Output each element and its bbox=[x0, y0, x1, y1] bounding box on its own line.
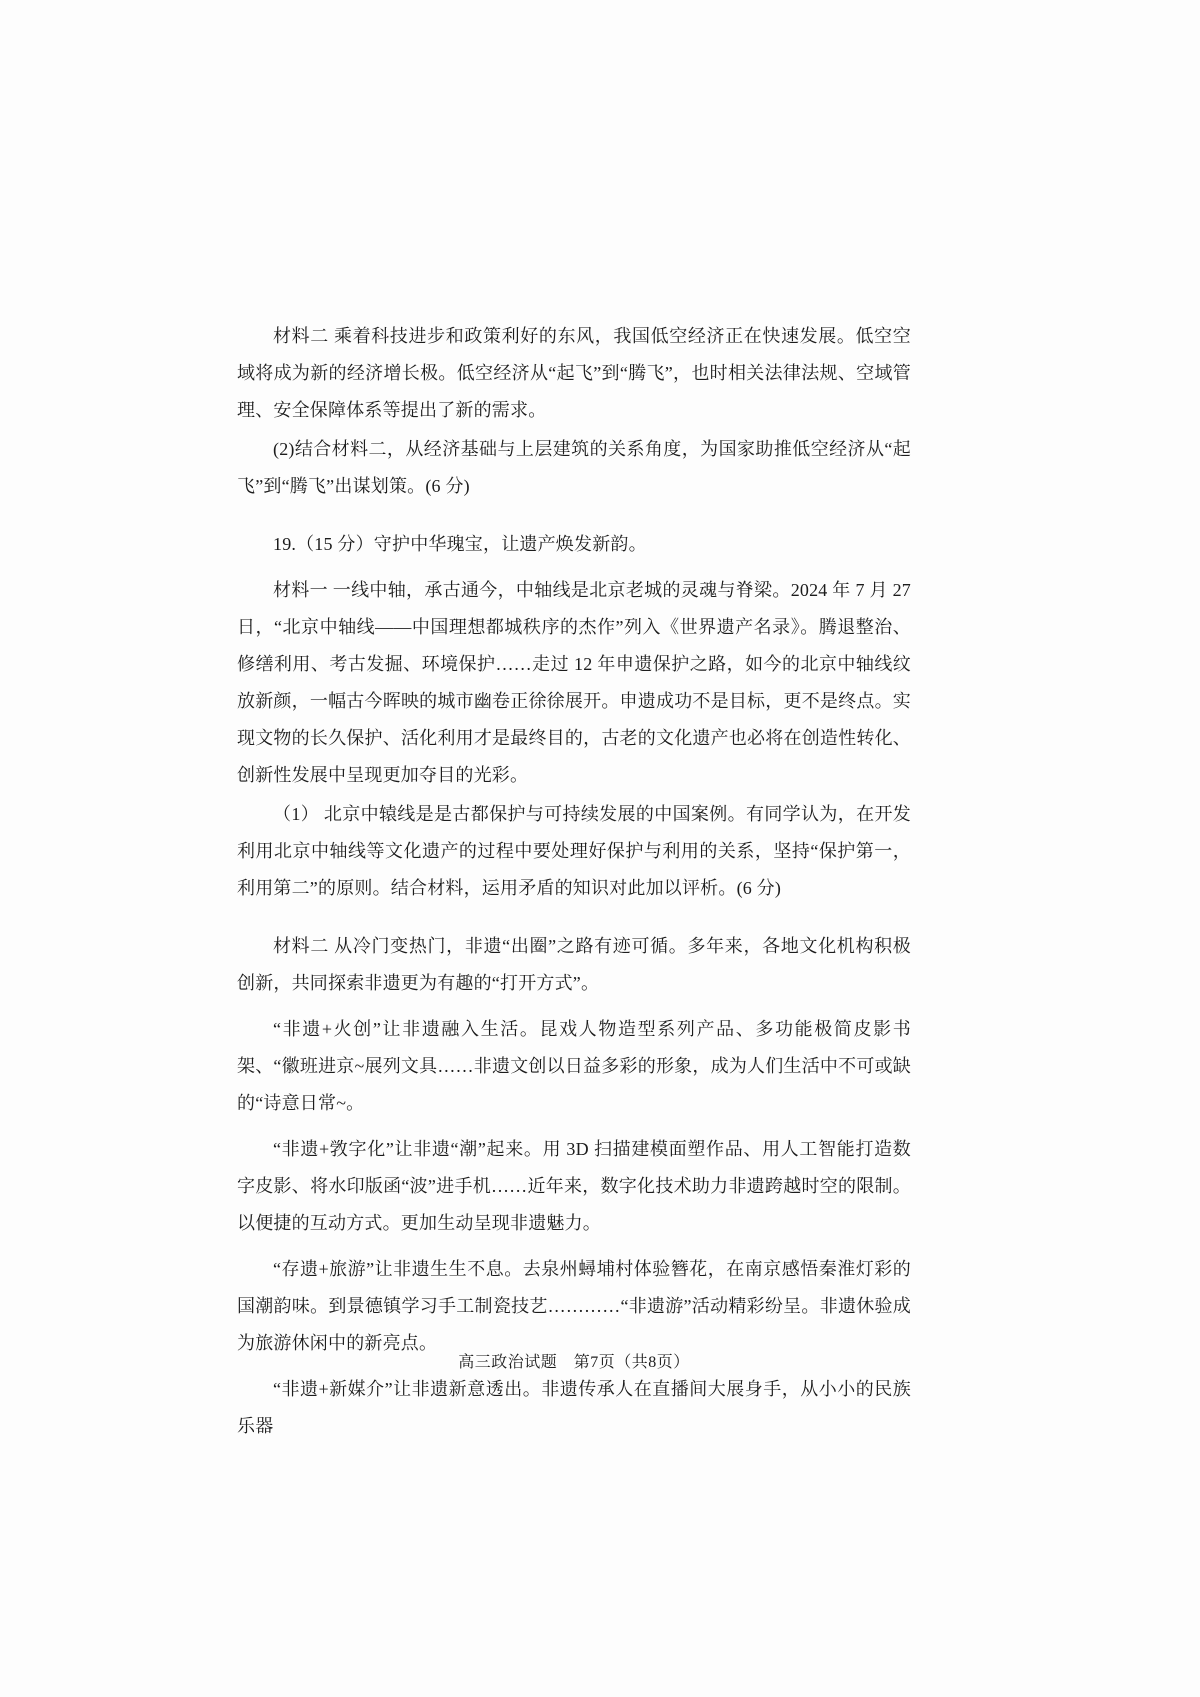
question-19-header: 19.（15 分）守护中华瑰宝，让遗产焕发新韵。 bbox=[273, 534, 647, 554]
heritage-plus-tourism-paragraph: “存遗+旅游”让非遗生生不息。去泉州蟳埔村体验簪花，在南京感悟秦淮灯彩的国潮韵味。到景德镇学习手工制瓷技艺…………“非遗游”活动精彩纷呈。非遗休验成为旅游休闲中的新亮点。 bbox=[237, 1259, 911, 1353]
question-19-material-2-paragraph: 材料二 从冷门变热门，非遗“出圈”之路有迹可循。多年来，各地文化机构积极创新，共同探索非遗更为有趣的“打开方式”。 bbox=[237, 936, 911, 993]
question-19-part-1: （1） 北京中辕线是是古都保护与可持续发展的中国案例。有同学认为，在开发利用北京中轴线等文化遗产的过程中要处理好保护与利用的关系，坚持“保护第一，利用第二”的原则。结合材料，运用矛盾的知识对此加以评析。(6 分) bbox=[237, 804, 911, 898]
heritage-plus-new-media-paragraph: “非遗+新媒介”让非遗新意透出。非遗传承人在直播间大展身手，从小小的民族乐器 bbox=[237, 1379, 911, 1436]
question-19-material-1-paragraph: 材料一 一线中轴，承古通今，中轴线是北京老城的灵魂与脊梁。2024 年 7 月 27 日，“北京中轴线——中国理想都城秩序的杰作”列入《世界遗产名录》。腾退整治、修缮利用、考古发掘、环境保护……走过 12 年申遗保护之路，如今的北京中轴线纹放新颜，一幅古今晖映的城市幽卷正徐徐展开。申遗成功不是目标，更不是终点。实现文物的长久保护、活化利用才是最终目的，古老的文化遗产也必将在创造性转化、创新性发展中呈现更加夺目的光彩。 bbox=[237, 580, 911, 785]
page-footer: 高三政治试题 第7页（共8页） bbox=[458, 1354, 690, 1371]
document-body bbox=[237, 318, 911, 1445]
heritage-plus-digital-paragraph: “非遗+敩字化”让非遗“潮”起来。用 3D 扫描建模面塑作品、用人工智能打造数字皮影、将水印版函“波”进手机……近年来，数字化技术助力非遗跨越时空的限制。以便捷的互动方式。更加生动呈现非遗魅力。 bbox=[237, 1139, 911, 1233]
question-18-part-2: (2)结合材料二，从经济基础与上层建筑的关系角度，为国家助推低空经济从“起飞”到“腾飞”出谋划策。(6 分) bbox=[237, 439, 911, 496]
heritage-plus-wenchuang-paragraph: “非遗+火创”让非遗融入生活。昆戏人物造型系列产品、多功能极简皮影书架、“徽班进京~展列文具……非遗文创以日益多彩的形象，成为人们生活中不可或缺的“诗意日常~。 bbox=[237, 1019, 911, 1113]
material-2-low-altitude-paragraph: 材料二 乘着科技进步和政策利好的东风，我国低空经济正在快速发展。低空空域将成为新的经济增长极。低空经济从“起飞”到“腾飞”，也时相关法律法规、空域管理、安全保障体系等提出了新的需求。 bbox=[237, 326, 911, 420]
